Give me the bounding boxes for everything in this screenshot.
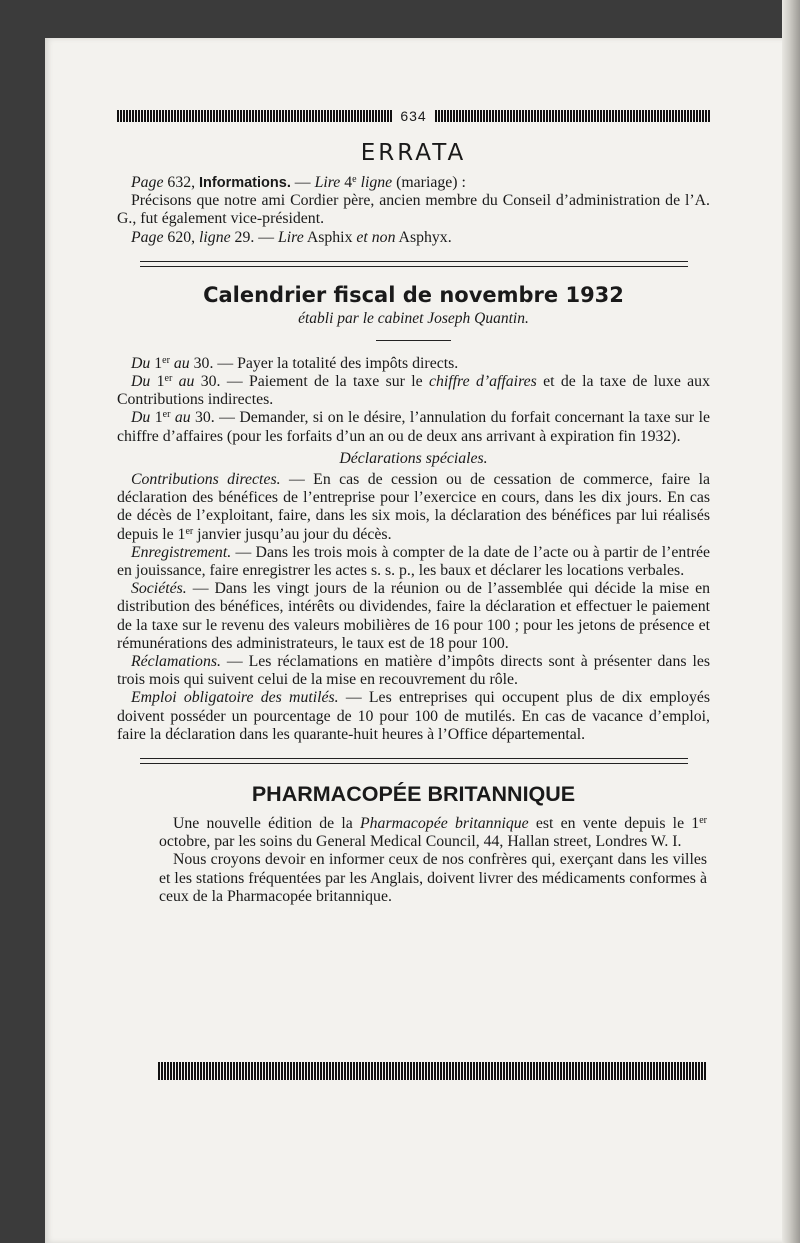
ornamental-bottom-rule bbox=[158, 1062, 706, 1080]
errata-line-3: Page 620, ligne 29. — Lire Asphix et non Asphyx. bbox=[131, 228, 452, 246]
section-divider bbox=[140, 261, 688, 267]
short-rule bbox=[376, 340, 451, 341]
page-number: 634 bbox=[400, 108, 427, 124]
ornamental-rule-right bbox=[435, 110, 710, 122]
section-divider-2 bbox=[140, 758, 688, 764]
errata-line-1: Page 632, Informations. — Lire 4e ligne (mariage) : bbox=[131, 174, 466, 191]
errata-section bbox=[117, 174, 710, 247]
errata-line-2: Précisons que notre ami Cordier père, ancien membre du Conseil d’administration de l’A. G., fut également vice-président. bbox=[117, 192, 710, 228]
cal-societes: Sociétés. — Dans les vingt jours de la réunion ou de l’assemblée qui décide la mise en distribution des bénéfices, intérêts ou dividendes, faire la déclaration et effectuer le paiement de la taxe sur le revenu des valeurs mobilières de 16 pour 100 ; pour les jetons de présence et rémunérations des administrateurs, le taux est de 18 pour 100. bbox=[117, 580, 710, 652]
calendrier-body bbox=[117, 355, 710, 744]
pharma-p2: Nous croyons devoir en informer ceux de nos confrères qui, exerçant dans les villes et les stations fréquentées par les Anglais, doivent livrer des médicaments conformes à ceux de la Pharmacopée britannique. bbox=[159, 851, 707, 905]
declarations-heading: Déclarations spéciales. bbox=[339, 449, 488, 467]
errata-title: ERRATA bbox=[360, 140, 467, 166]
cal-item-1: Du 1er au 30. — Payer la totalité des impôts directs. bbox=[131, 354, 459, 372]
pharmacopee-body bbox=[117, 815, 707, 906]
calendrier-subtitle: établi par le cabinet Joseph Quantin. bbox=[298, 309, 529, 327]
cal-contributions: Contributions directes. — En cas de cession ou de cessation de commerce, faire la déclaration des bénéfices de l’entreprise pour l’exercice en cours, dans les dix jours. En cas de décès de l’exploitant, faire, dans les six mois, la déclaration des bénéfices par lui réalisés depuis le 1er janvier jusqu’au jour du décès. bbox=[117, 471, 710, 543]
pharmacopee-title: PHARMACOPÉE BRITANNIQUE bbox=[251, 782, 576, 807]
calendrier-title: Calendrier fiscal de novembre 1932 bbox=[203, 282, 624, 307]
cal-emploi: Emploi obligatoire des mutilés. — Les entreprises qui occupent plus de dix employés doivent posséder un pourcentage de 10 pour 100 de mutilés. En cas de vacance d’emploi, faire la déclaration dans les quarante-huit heures à l’Office départemental. bbox=[117, 689, 710, 743]
cal-item-2: Du 1er au 30. — Paiement de la taxe sur le chiffre d’affaires et de la taxe de luxe aux Contributions indirectes. bbox=[117, 373, 710, 409]
running-head bbox=[117, 108, 710, 124]
page-edge bbox=[782, 0, 800, 1243]
pharma-p1: Une nouvelle édition de la Pharmacopée britannique est en vente depuis le 1er octobre, par les soins du General Medical Council, 44, Hallan street, Londres W. I. bbox=[159, 815, 707, 851]
ornamental-rule-left bbox=[117, 110, 392, 122]
cal-reclamations: Réclamations. — Les réclamations en matière d’impôts directs sont à présenter dans les trois mois qui suivent celui de la mise en recouvrement du rôle. bbox=[117, 653, 710, 689]
page-content bbox=[117, 138, 710, 906]
cal-enregistrement: Enregistrement. — Dans les trois mois à compter de la date de l’acte ou à partir de l’entrée en jouissance, faire enregistrer les actes s. s. p., les baux et déclarer les locations verbales. bbox=[117, 543, 710, 580]
cal-item-3: Du 1er au 30. — Demander, si on le désire, l’annulation du forfait concernant la taxe sur le chiffre d’affaires (pour les forfaits d’un an ou de deux ans arrivant à expiration fin 1932). bbox=[117, 409, 710, 445]
